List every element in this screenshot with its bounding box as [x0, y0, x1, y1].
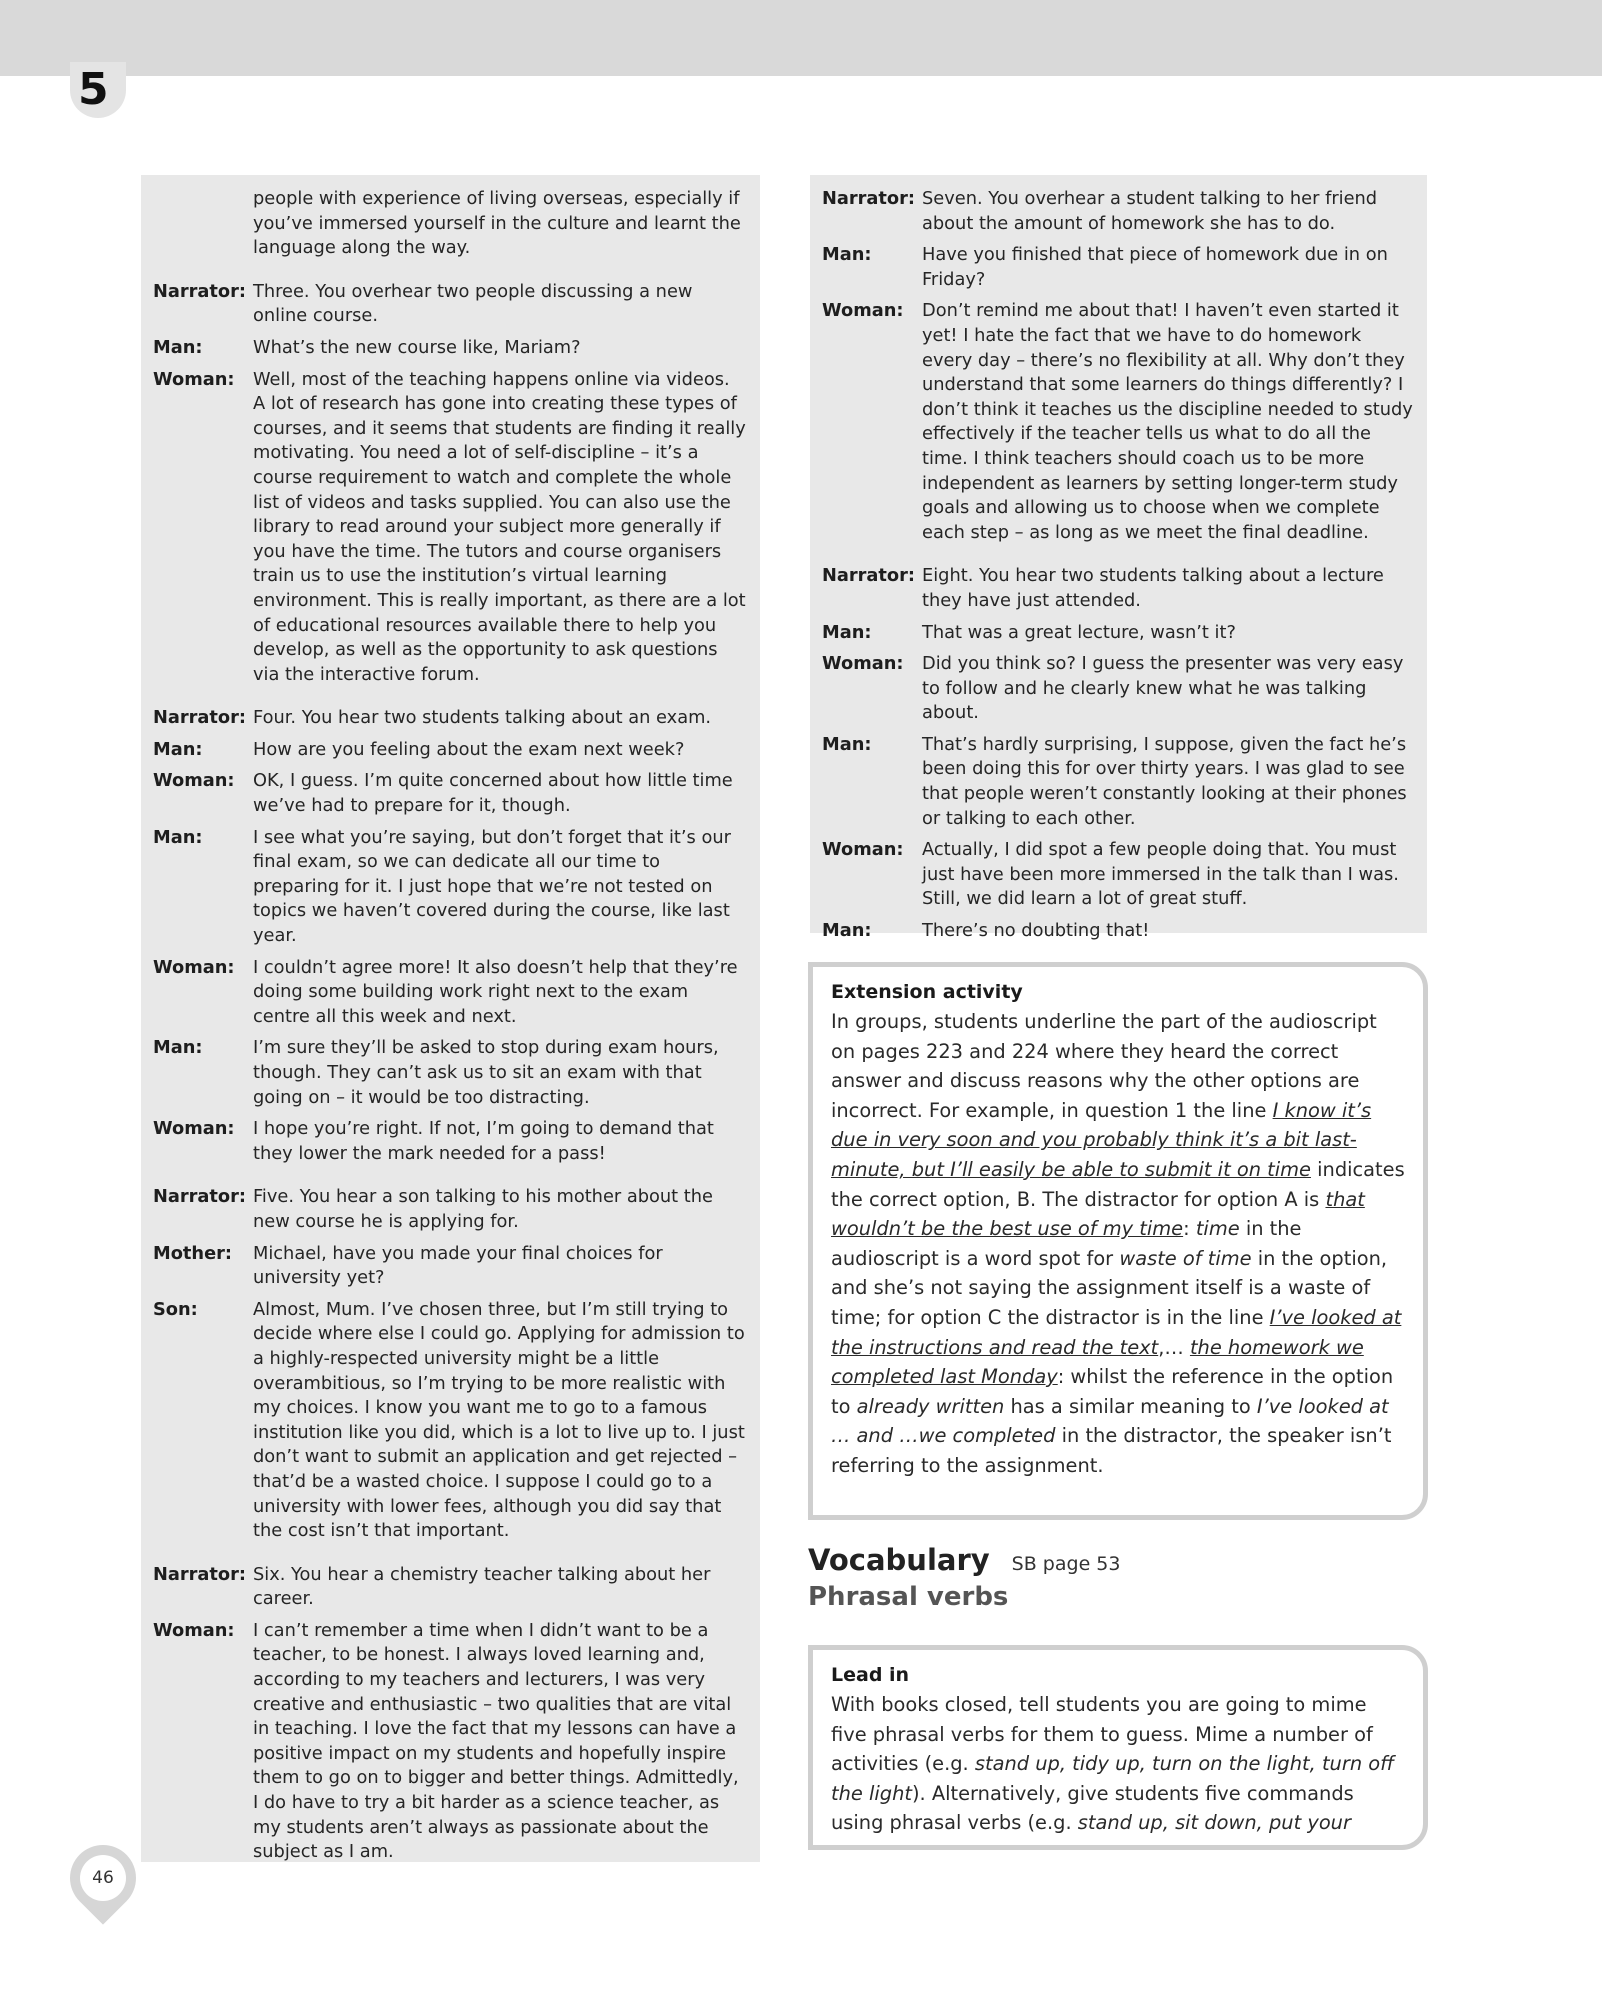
vocabulary-title: Vocabulary	[808, 1543, 990, 1577]
script-line	[822, 187, 1413, 236]
speech-text: Six. You hear a chemistry teacher talking about her career.	[253, 1563, 711, 1610]
section-gap	[153, 268, 746, 280]
ext-emphasis: time	[1195, 1217, 1240, 1241]
page-number: 46	[92, 1868, 114, 1888]
speaker-label: Woman:	[153, 770, 235, 792]
ext-quote: the homework we completed last Monday	[831, 1335, 1364, 1389]
speaker-label: Woman:	[153, 1118, 235, 1140]
ext-text: In groups, students underline the part of the audioscript on pages 223 and 224 where they heard the correct answer and discuss reasons why the other options are incorrect. For example, in question 1 the line	[831, 1010, 1377, 1122]
speech-text: Seven. You overhear a student talking to her friend about the amount of homework she has to do.	[922, 188, 1378, 234]
speech-text: OK, I guess. I’m quite concerned about how little time we’ve had to prepare for it, though.	[253, 770, 733, 817]
script-line	[153, 956, 746, 1030]
script-line	[153, 1036, 746, 1110]
speech-text: I hope you’re right. If not, I’m going to demand that they lower the mark needed for a pass!	[253, 1118, 714, 1164]
script-line	[153, 1242, 746, 1291]
speaker-label: Woman:	[822, 653, 904, 675]
script-line	[153, 706, 746, 731]
speaker-label: Man:	[822, 621, 872, 643]
speaker-label: Narrator:	[153, 280, 247, 302]
speaker-label: Man:	[153, 336, 203, 358]
ext-text: indicates the correct option, B. The distractor for option A is	[831, 1157, 1405, 1211]
speaker-label: Mother:	[153, 1242, 233, 1264]
speaker-label: Man:	[822, 244, 872, 266]
speech-text: Four. You hear two students talking about an exam.	[253, 707, 712, 729]
speaker-label: Man:	[153, 738, 203, 760]
speech-text: I’m sure they’ll be asked to stop during exam hours, though. They can’t ask us to sit an exam with that going on – it would be too distracting.	[253, 1037, 719, 1108]
speaker-label: Woman:	[153, 956, 235, 978]
speaker-label: Man:	[822, 920, 872, 942]
speaker-label: Narrator:	[153, 707, 247, 729]
script-line	[822, 621, 1413, 646]
section-gap	[153, 1551, 746, 1563]
speech-text: Five. You hear a son talking to his mother about the new course he is applying for.	[253, 1186, 713, 1232]
script-line	[153, 1619, 746, 1865]
speaker-label: Narrator:	[822, 565, 916, 587]
speech-text: Three. You overhear two people discussing a new online course.	[253, 280, 693, 327]
speaker-label: Man:	[153, 826, 203, 848]
speaker-label: Narrator:	[153, 1186, 247, 1208]
speaker-label: Woman:	[822, 300, 904, 322]
script-line	[153, 1117, 746, 1166]
ext-text: ,…	[1158, 1335, 1184, 1359]
speech-text: Eight. You hear two students talking about a lecture they have just attended.	[922, 565, 1384, 611]
vocabulary-page-ref: SB page 53	[1011, 1553, 1121, 1575]
script-line	[822, 564, 1413, 613]
speech-text: Michael, have you made your final choices for university yet?	[253, 1242, 663, 1289]
script-line	[822, 652, 1413, 726]
script-line	[153, 1563, 746, 1612]
ext-text: has a similar meaning to	[1010, 1394, 1251, 1418]
speaker-label: Son:	[153, 1298, 198, 1320]
speech-text: people with experience of living overseas, especially if you’ve immersed yourself in the culture and learnt the language along the way.	[253, 188, 741, 259]
script-line	[153, 769, 746, 818]
lead-text: With books closed, tell students you are going to mime five phrasal verbs for them to guess. Mime a number of activities (e.g.	[831, 1693, 1373, 1776]
lead-in-box	[808, 1645, 1428, 1850]
extension-body	[831, 1007, 1407, 1481]
section-gap	[153, 1173, 746, 1185]
speaker-label: Narrator:	[153, 1563, 247, 1585]
ext-text: in the option, and she’s not saying the assignment itself is a waste of time; for option C the distractor is in the line	[831, 1246, 1388, 1329]
speech-text: There’s no doubting that!	[922, 920, 1150, 942]
ext-quote: I’ve looked at the instructions and read the text	[831, 1305, 1402, 1359]
script-line	[153, 280, 746, 329]
ext-text: : whilst the reference in the option to	[831, 1365, 1394, 1418]
section-gap	[822, 552, 1413, 564]
ext-emphasis: I’ve looked at … and …we completed	[831, 1394, 1389, 1448]
ext-emphasis: waste of time	[1119, 1246, 1252, 1270]
speech-text: That’s hardly surprising, I suppose, given the fact he’s been doing this for over thirty years. I was glad to see that people weren’t constantly looking at their phones or talking to each other.	[922, 733, 1407, 829]
ext-text: in the distractor, the speaker isn’t referring to the assignment.	[831, 1424, 1392, 1477]
speaker-label: Narrator:	[822, 188, 916, 209]
speech-text: I see what you’re saying, but don’t forget that it’s our final exam, so we can dedicate all our time to preparing for it. I just hope that we’re not tested on topics we haven’t covered during the course, like last year.	[253, 826, 731, 947]
script-line	[822, 299, 1413, 545]
speech-text: I can’t remember a time when I didn’t want to be a teacher, to be honest. I always loved learning and, according to my teachers and lecturers, I was very creative and enthusiastic – two qualities that are vital in teaching. I love the fact that my lessons can have a positive impact on my students and hopefully inspire them to go on to bigger and better things. Admittedly, I do have to try a bit harder as a science teacher, as my students aren’t always as passionate about the subject as I am.	[253, 1619, 739, 1863]
script-line	[153, 1298, 746, 1544]
vocabulary-heading	[808, 1542, 1120, 1578]
speaker-label: Woman:	[153, 1619, 235, 1641]
speech-text: What’s the new course like, Mariam?	[253, 336, 581, 358]
script-line	[153, 1185, 746, 1234]
lead-in-title: Lead in	[831, 1664, 910, 1686]
ext-text: :	[1183, 1217, 1190, 1241]
speaker-label: Man:	[822, 733, 872, 755]
speech-text: Almost, Mum. I’ve chosen three, but I’m still trying to decide where else I could go. Applying for admission to a highly-respected university might be a little overambitious, so I’m trying to be more realistic with my choices. I know you want me to go to a famous institution like you did, which is a lot to live up to. I just don’t want to submit an application and get rejected – that’d be a wasted choice. I suppose I could go to a university with lower fees, although you did say that the cost isn’t that important.	[253, 1298, 745, 1542]
speech-text: Actually, I did spot a few people doing that. You must just have been more immersed in the talk than I was. Still, we did learn a lot of great stuff.	[922, 839, 1399, 910]
audioscript-left-column	[141, 175, 760, 1862]
script-line	[822, 919, 1413, 944]
script-line	[822, 838, 1413, 912]
script-line	[153, 187, 746, 261]
speech-text: How are you feeling about the exam next week?	[253, 738, 685, 760]
ext-quote: that wouldn’t be the best use of my time	[831, 1187, 1365, 1241]
section-gap	[153, 694, 746, 706]
script-line	[822, 733, 1413, 831]
lead-text: ). Alternatively, give students five commands using phrasal verbs (e.g.	[831, 1781, 1354, 1835]
script-line	[153, 368, 746, 688]
script-line	[153, 826, 746, 949]
speaker-label: Woman:	[822, 839, 904, 861]
lead-emphasis: stand up, tidy up, turn on the light, turn off the light	[831, 1752, 1395, 1805]
script-line	[822, 243, 1413, 292]
audioscript-right-column	[810, 175, 1427, 942]
top-banner	[0, 0, 1602, 76]
script-line	[153, 336, 746, 361]
extension-title: Extension activity	[831, 981, 1023, 1003]
ext-text: in the audioscript is a word spot for	[831, 1217, 1302, 1270]
speaker-label	[153, 187, 253, 261]
lead-emphasis: stand up, sit down, put your	[1077, 1811, 1351, 1835]
ext-emphasis: already written	[856, 1394, 1005, 1418]
speech-text: Did you think so? I guess the presenter was very easy to follow and he clearly knew what he was talking about.	[922, 653, 1404, 724]
unit-number: 5	[78, 64, 109, 115]
extension-activity-box	[808, 962, 1428, 1520]
vocabulary-subtitle: Phrasal verbs	[808, 1582, 1009, 1612]
lead-in-body	[831, 1690, 1407, 1838]
speech-text: That was a great lecture, wasn’t it?	[922, 621, 1236, 643]
script-line	[153, 738, 746, 763]
speech-text: Have you finished that piece of homework due in on Friday?	[922, 244, 1388, 290]
ext-quote: I know it’s due in very soon and you probably think it’s a bit last-minute, but I’ll easily be able to submit it on time	[831, 1098, 1372, 1181]
speaker-label: Man:	[153, 1037, 203, 1059]
speech-text: Well, most of the teaching happens online via videos. A lot of research has gone into creating these types of courses, and it seems that students are finding it really motivating. You need a lot of self-discipline – it’s a course requirement to watch and complete the whole list of videos and tasks supplied. You can also use the library to read around your subject more generally if you have the time. The tutors and course organisers train us to use the institution’s virtual learning environment. This is really important, as there are a lot of educational resources available there to help you develop, as well as the opportunity to ask questions via the interactive forum.	[253, 368, 746, 685]
speech-text: Don’t remind me about that! I haven’t even started it yet! I hate the fact that we have to do homework every day – there’s no flexibility at all. Why don’t they understand that some learners do things differently? I don’t think it teaches us the discipline needed to study effectively if the teacher tells us what to do all the time. I think teachers should coach us to be more independent as learners by setting longer-term study goals and allowing us to choose when we complete each step – as long as we meet the final deadline.	[922, 300, 1413, 543]
speech-text: I couldn’t agree more! It also doesn’t help that they’re doing some building work right next to the exam centre all this week and next.	[253, 956, 738, 1027]
speaker-label: Woman:	[153, 368, 235, 390]
